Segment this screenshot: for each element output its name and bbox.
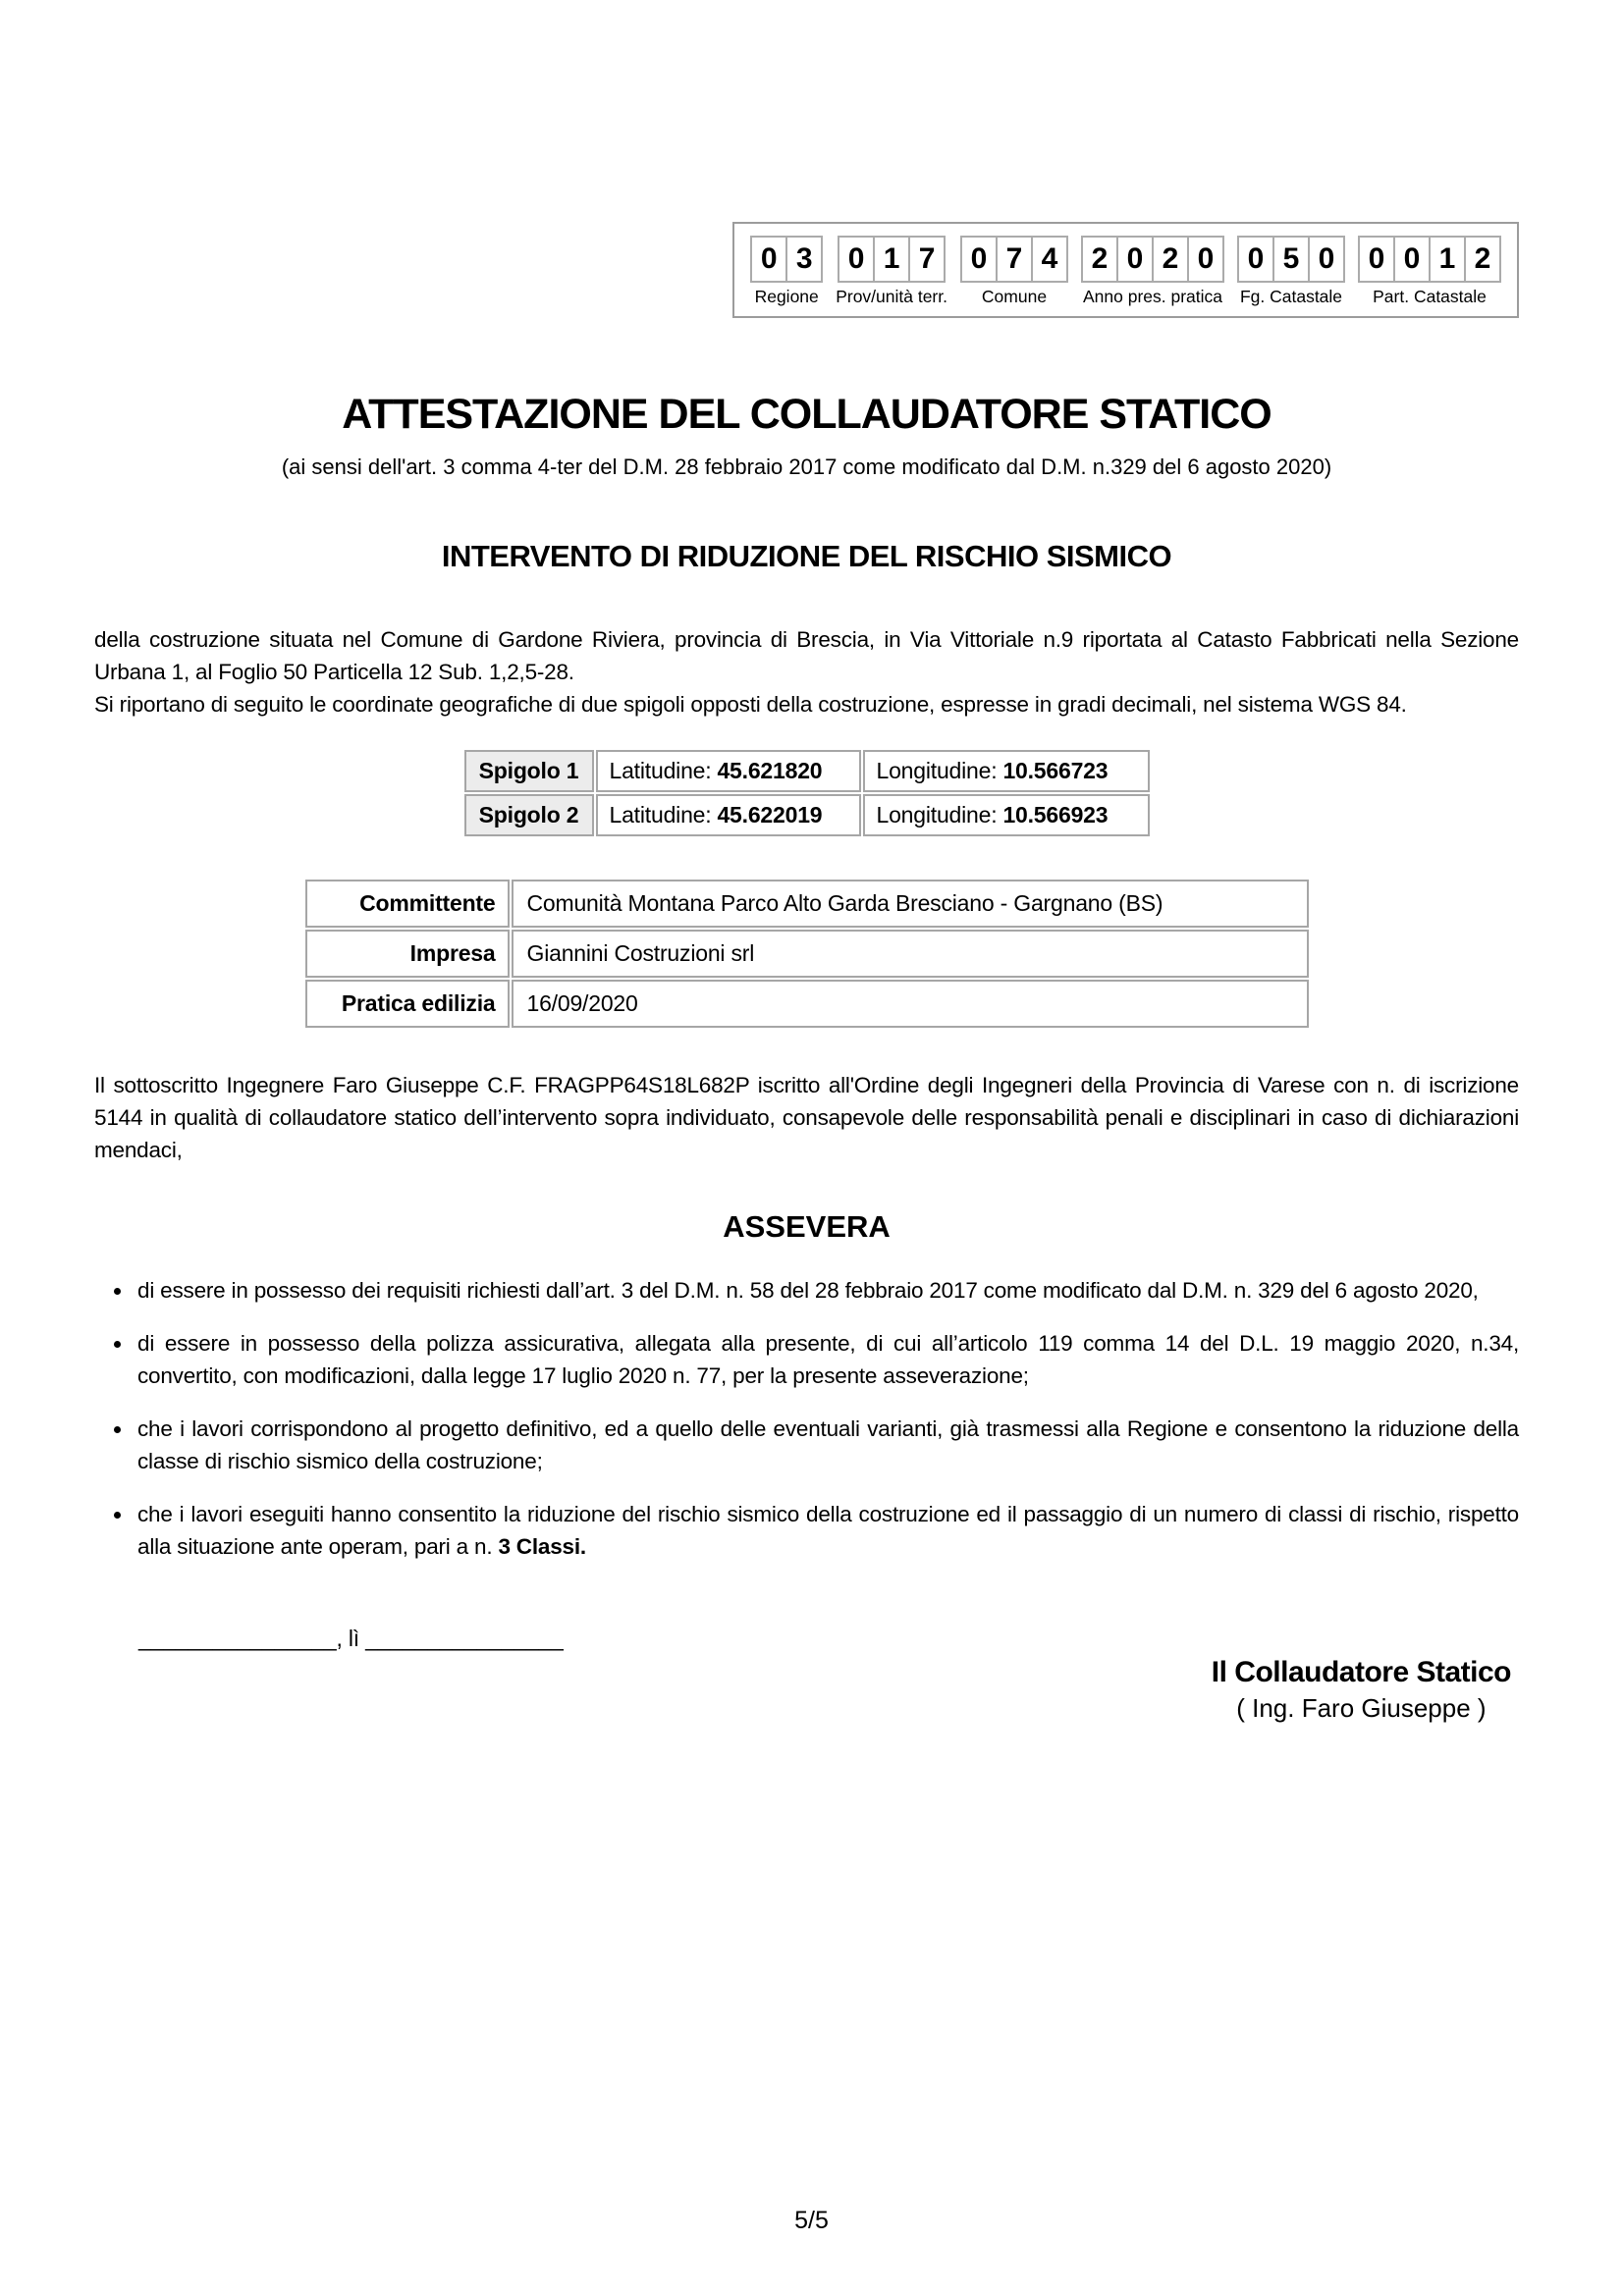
code-digit: 1 <box>1429 236 1466 283</box>
code-digit: 3 <box>785 236 823 283</box>
code-digit: 4 <box>1031 236 1068 283</box>
latitude-cell <box>596 750 861 792</box>
code-group-particella <box>1358 236 1501 307</box>
code-digit: 0 <box>1393 236 1431 283</box>
info-label: Committente <box>305 880 510 928</box>
info-label: Impresa <box>305 930 510 978</box>
code-group-label: Comune <box>981 287 1048 306</box>
code-group-label: Fg. Catastale <box>1239 287 1343 306</box>
code-digit: 1 <box>873 236 910 283</box>
page-number: 5/5 <box>794 2207 829 2234</box>
code-digit: 0 <box>838 236 875 283</box>
longitude-value: 10.566723 <box>1002 758 1109 783</box>
intro-paragraph-location: della costruzione situata nel Comune di Gardone Riviera, provincia di Brescia, in Via Vittoriale n.9 riportata al Catasto Fabbricati nella Sezione Urbana 1, al Foglio 50 Particella 12 Sub. 1,2,5-28. <box>94 627 1519 684</box>
table-row <box>464 794 1150 836</box>
subtitle: (ai sensi dell'art. 3 comma 4-ter del D.M. 28 febbraio 2017 come modificato dal D.M. n.329 del 6 agosto 2020) <box>281 454 1332 479</box>
latitude-cell <box>596 794 861 836</box>
list-item <box>134 1327 1519 1392</box>
list-item <box>134 1498 1519 1563</box>
declaration-paragraph: Il sottoscritto Ingegnere Faro Giuseppe C.F. FRAGPP64S18L682P iscritto all'Ordine degli Ingegneri della Provincia di Varese con n. di iscrizione 5144 in qualità di collaudatore statico dell’intervento sopra individuato, consapevole delle responsabilità penali e disciplinari in caso di dichiarazioni mendaci, <box>94 1073 1519 1162</box>
code-group-comune <box>960 236 1068 307</box>
code-digit: 0 <box>1187 236 1224 283</box>
code-group-foglio <box>1237 236 1345 307</box>
assertion-text: di essere in possesso della polizza assicurativa, allegata alla presente, di cui all’articolo 119 comma 14 del D.L. 19 maggio 2020, n.34, convertito, con modificazioni, dalla legge 17 luglio 2020 n. 77, per la presente asseverazione; <box>137 1331 1519 1388</box>
assertion-text: di essere in possesso dei requisiti richiesti dall’art. 3 del D.M. n. 58 del 28 febbraio 2017 come modificato dal D.M. n. 329 del 6 agosto 2020, <box>137 1278 1479 1303</box>
corner-label: Spigolo 1 <box>464 750 594 792</box>
list-item <box>134 1413 1519 1477</box>
assertions-list <box>94 1274 1519 1563</box>
place-date-line: ________________, lì ________________ <box>138 1626 564 1651</box>
longitude-label: Longitudine: <box>876 802 998 828</box>
table-row <box>305 930 1309 978</box>
signer-role: Il Collaudatore Statico <box>1211 1656 1511 1688</box>
project-info-table <box>303 878 1311 1030</box>
intro-block <box>94 623 1519 721</box>
longitude-cell <box>863 750 1150 792</box>
latitude-value: 45.621820 <box>717 758 823 783</box>
info-value: Giannini Costruzioni srl <box>512 930 1309 978</box>
code-digit: 0 <box>1237 236 1274 283</box>
signer-name: ( Ing. Faro Giuseppe ) <box>1236 1693 1487 1723</box>
code-digit: 0 <box>1116 236 1154 283</box>
list-item <box>134 1274 1519 1307</box>
table-row <box>305 980 1309 1028</box>
code-digit: 7 <box>996 236 1033 283</box>
declaration-block <box>94 1069 1519 1166</box>
info-label: Pratica edilizia <box>305 980 510 1028</box>
code-group-regione <box>750 236 823 307</box>
signer-block <box>1212 1656 1511 1724</box>
longitude-cell <box>863 794 1150 836</box>
code-group-label: Part. Catastale <box>1373 287 1487 306</box>
assertion-text: che i lavori corrispondono al progetto definitivo, ed a quello delle eventuali varianti, già trasmessi alla Regione e consentono la riduzione della classe di rischio sismico della costruzione; <box>137 1416 1519 1473</box>
code-digit: 2 <box>1464 236 1501 283</box>
latitude-value: 45.622019 <box>717 802 823 828</box>
info-value: 16/09/2020 <box>512 980 1309 1028</box>
intro-paragraph-coordinates: Si riportano di seguito le coordinate geografiche di due spigoli opposti della costruzione, espresse in gradi decimali, nel sistema WGS 84. <box>94 692 1407 717</box>
latitude-label: Latitudine: <box>609 758 712 783</box>
code-digit: 0 <box>750 236 787 283</box>
info-value: Comunità Montana Parco Alto Garda Bresciano - Gargnano (BS) <box>512 880 1309 928</box>
code-group-prov <box>836 236 947 307</box>
code-digit: 0 <box>1308 236 1345 283</box>
page-title: ATTESTAZIONE DEL COLLAUDATORE STATICO <box>342 391 1271 438</box>
assevera-heading: ASSEVERA <box>723 1209 891 1244</box>
table-row <box>464 750 1150 792</box>
longitude-value: 10.566923 <box>1002 802 1109 828</box>
code-group-label: Prov/unità terr. <box>836 287 947 306</box>
code-group-anno <box>1081 236 1224 307</box>
corner-label: Spigolo 2 <box>464 794 594 836</box>
section-heading: INTERVENTO DI RIDUZIONE DEL RISCHIO SISMICO <box>441 539 1172 573</box>
code-digit: 7 <box>908 236 946 283</box>
code-group-label: Anno pres. pratica <box>1082 287 1223 306</box>
assertion-bold-text: 3 Classi. <box>498 1534 586 1559</box>
code-digit: 2 <box>1152 236 1189 283</box>
code-digit: 0 <box>1358 236 1395 283</box>
table-row <box>305 880 1309 928</box>
latitude-label: Latitudine: <box>609 802 712 828</box>
code-group-label: Regione <box>754 287 819 306</box>
coordinates-table <box>462 748 1152 838</box>
code-digit: 5 <box>1272 236 1310 283</box>
code-digit: 0 <box>960 236 998 283</box>
code-digit: 2 <box>1081 236 1118 283</box>
longitude-label: Longitudine: <box>876 758 998 783</box>
catasto-code-strip <box>732 222 1519 318</box>
assertion-text: che i lavori eseguiti hanno consentito la riduzione del rischio sismico della costruzione ed il passaggio di un numero di classi di rischio, rispetto alla situazione ante operam, pari a n. <box>137 1502 1519 1559</box>
